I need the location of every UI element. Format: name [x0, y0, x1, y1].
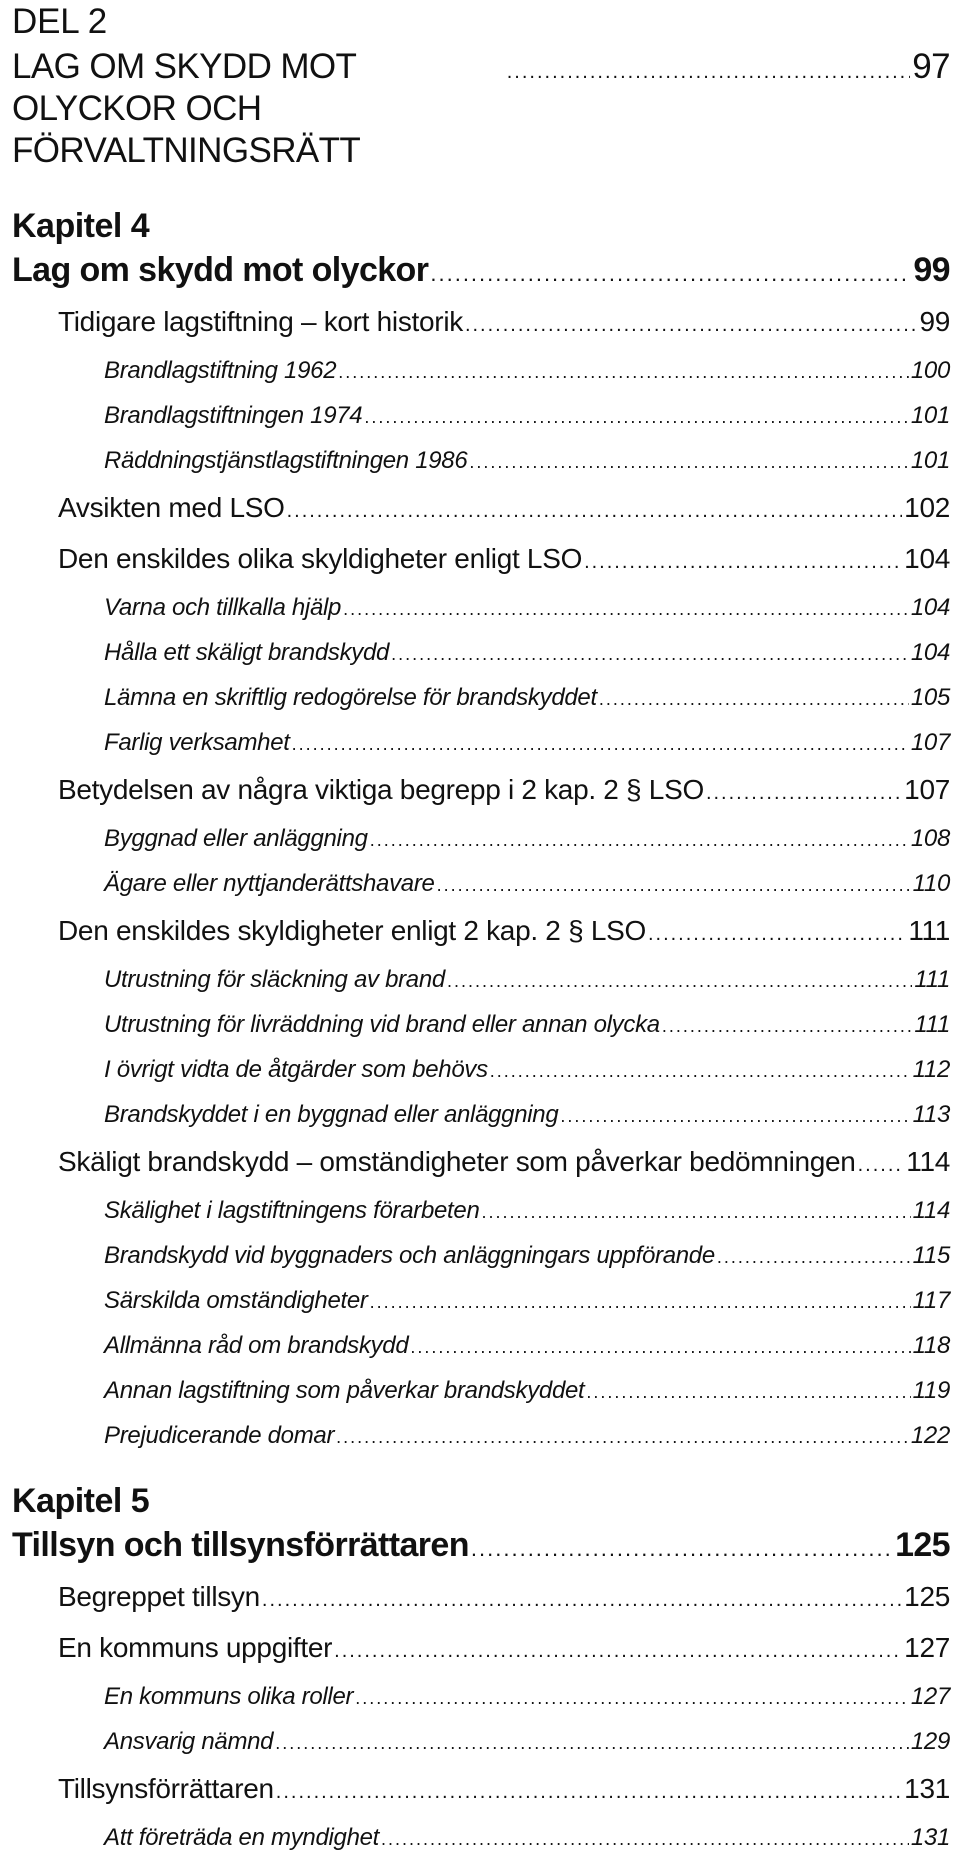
toc-entry-title: Utrustning för släckning av brand [104, 966, 445, 993]
toc-subsection-entry[interactable] [12, 1189, 950, 1234]
part-title: LAG OM SKYDD MOT OLYCKOR OCH FÖRVALTNINGSRÄTT [12, 47, 361, 170]
dot-leader [507, 51, 911, 93]
toc-entry-title: Brandskydd vid byggnaders och anläggningars uppförande [104, 1242, 715, 1269]
toc-page-number: 111 [908, 915, 950, 946]
toc-entry-title: Tidigare lagstiftning – kort historik [58, 306, 463, 337]
toc-entry-title: Särskilda omständigheter [104, 1287, 368, 1314]
toc-section-entry[interactable] [12, 535, 950, 586]
toc-entry-title: I övrigt vidta de åtgärder som behövs [104, 1056, 488, 1083]
toc-subsection-entry[interactable] [12, 1720, 950, 1765]
toc-entry-title: Lag om skydd mot olyckor [12, 251, 429, 289]
dot-leader [447, 959, 912, 1003]
toc-entry-title: Hålla ett skäligt brandskydd [104, 639, 390, 666]
toc-entry-title: Tillsyn och tillsynsförrättaren [12, 1526, 469, 1564]
toc-page-number: 115 [912, 1242, 950, 1269]
toc-entry-title: Tillsynsförrättaren [58, 1773, 274, 1804]
dot-leader [586, 1370, 910, 1414]
toc-subsection-entry[interactable] [12, 349, 950, 394]
part-page-number: 97 [912, 47, 950, 86]
dot-leader [355, 1676, 909, 1720]
toc-entry-title: Brandlagstiftningen 1974 [104, 402, 363, 429]
part-title-row [12, 46, 950, 172]
toc-entry-title: Skälighet i lagstiftningens förarbeten [104, 1197, 480, 1224]
toc-entry-title: Den enskildes olika skyldigheter enligt LSO [58, 543, 583, 574]
toc-page-number: 104 [910, 594, 950, 621]
toc-page-number: 114 [906, 1146, 950, 1177]
toc-subsection-entry[interactable] [12, 1048, 950, 1093]
toc-page-number: 125 [895, 1526, 950, 1564]
toc-entry-title: Allmänna råd om brandskydd [104, 1332, 409, 1359]
toc-entry-title: Lämna en skriftlig redogörelse för brandskyddet [104, 684, 597, 711]
toc-entry-title: Betydelsen av några viktiga begrepp i 2 kap. 2 § LSO [58, 774, 704, 805]
dot-leader [370, 818, 909, 862]
toc-subsection-entry[interactable] [12, 1816, 950, 1861]
toc-entry-title: Byggnad eller anläggning [104, 825, 368, 852]
toc-entry-title: Farlig verksamhet [104, 729, 290, 756]
toc-subsection-entry[interactable] [12, 1003, 950, 1048]
dot-leader [275, 1721, 909, 1765]
dot-leader [471, 1525, 893, 1573]
toc-page-number: 100 [910, 357, 950, 384]
toc-subsection-entry[interactable] [12, 394, 950, 439]
toc-page-number: 125 [904, 1581, 950, 1612]
toc-page-number: 117 [912, 1287, 950, 1314]
dot-leader [469, 440, 908, 484]
dot-leader [276, 1768, 902, 1816]
chapter-4-toc-list [12, 246, 950, 1459]
toc-entry-title: Att företräda en myndighet [104, 1824, 380, 1851]
dot-leader [584, 538, 902, 586]
toc-entry-title: Ansvarig nämnd [104, 1728, 274, 1755]
dot-leader [430, 250, 911, 298]
toc-entry-title: Utrustning för livräddning vid brand eller annan olycka [104, 1011, 660, 1038]
toc-subsection-entry[interactable] [12, 1234, 950, 1279]
dot-leader [391, 632, 909, 676]
toc-entry-title: Annan lagstiftning som påverkar brandskyddet [104, 1377, 585, 1404]
toc-entry-title: Ägare eller nyttjanderättshavare [104, 870, 435, 897]
toc-page-number: 127 [910, 1683, 950, 1710]
toc-subsection-entry[interactable] [12, 631, 950, 676]
chapter-label: Kapitel 5 [12, 1482, 150, 1520]
toc-page-number: 127 [904, 1632, 950, 1663]
toc-section-entry[interactable] [12, 907, 950, 958]
dot-leader [364, 395, 909, 439]
toc-entry-title: Begreppet tillsyn [58, 1581, 260, 1612]
toc-page-number: 111 [914, 1011, 950, 1038]
toc-subsection-entry[interactable] [12, 1093, 950, 1138]
dot-leader [381, 1817, 909, 1861]
toc-section-entry[interactable] [12, 766, 950, 817]
toc-page-number: 118 [912, 1332, 950, 1359]
dot-leader [334, 1627, 902, 1675]
toc-subsection-entry[interactable] [12, 1279, 950, 1324]
toc-subsection-entry[interactable] [12, 1324, 950, 1369]
toc-entry-title: Brandlagstiftning 1962 [104, 357, 337, 384]
toc-entry-title: Varna och tillkalla hjälp [104, 594, 342, 621]
toc-page-number: 131 [904, 1773, 950, 1804]
toc-subsection-entry[interactable] [12, 1675, 950, 1720]
dot-leader [599, 677, 909, 721]
toc-subsection-entry[interactable] [12, 958, 950, 1003]
dot-leader [662, 1004, 913, 1048]
dot-leader [262, 1576, 902, 1624]
toc-subsection-entry[interactable] [12, 439, 950, 484]
toc-page-number: 104 [904, 543, 950, 574]
dot-leader [437, 863, 911, 907]
toc-section-entry[interactable] [12, 1765, 950, 1816]
toc-page-number: 99 [913, 251, 950, 289]
toc-section-entry[interactable] [12, 1624, 950, 1675]
toc-subsection-entry[interactable] [12, 676, 950, 721]
dot-leader [370, 1280, 911, 1324]
toc-entry-title: Brandskyddet i en byggnad eller anläggning [104, 1101, 559, 1128]
toc-chapter-title[interactable] [12, 246, 950, 298]
toc-page-number: 114 [912, 1197, 950, 1224]
toc-entry-title: Den enskildes skyldigheter enligt 2 kap. 2 § LSO [58, 915, 646, 946]
chapter-label: Kapitel 4 [12, 207, 150, 245]
dot-leader [490, 1049, 911, 1093]
toc-page-number: 104 [910, 639, 950, 666]
toc-page-number: 101 [910, 447, 950, 474]
toc-page-number: 108 [910, 825, 950, 852]
toc-subsection-entry[interactable] [12, 1414, 950, 1459]
toc-page-number: 101 [910, 402, 950, 429]
dot-leader [410, 1325, 910, 1369]
toc-page-number: 110 [912, 870, 950, 897]
toc-entry-title: Avsikten med LSO [58, 492, 285, 523]
toc-subsection-entry[interactable] [12, 862, 950, 907]
toc-page-number: 112 [912, 1056, 950, 1083]
dot-leader [560, 1094, 910, 1138]
toc-page-number: 107 [904, 774, 950, 805]
toc-section-entry[interactable] [12, 298, 950, 349]
dot-leader [292, 722, 909, 766]
toc-page-number: 113 [912, 1101, 950, 1128]
toc-page-number: 105 [910, 684, 950, 711]
toc-subsection-entry[interactable] [12, 721, 950, 766]
dot-leader [336, 1415, 909, 1459]
dot-leader [706, 769, 902, 817]
toc-subsection-entry[interactable] [12, 1369, 950, 1414]
dot-leader [343, 587, 909, 631]
toc-entry-title: Skäligt brandskydd – omständigheter som påverkar bedömningen [58, 1146, 856, 1177]
toc-subsection-entry[interactable] [12, 586, 950, 631]
toc-section-entry[interactable] [12, 1138, 950, 1189]
toc-page-number: 111 [914, 966, 950, 993]
toc-entry-title: En kommuns uppgifter [58, 1632, 333, 1663]
toc-page-number: 129 [910, 1728, 950, 1755]
toc-section-entry[interactable] [12, 1573, 950, 1624]
chapter-5-toc-list [12, 1521, 950, 1861]
dot-leader [287, 487, 903, 535]
part-heading: DEL 2 [12, 2, 107, 41]
toc-page-number: 99 [919, 306, 950, 337]
toc-entry-title: En kommuns olika roller [104, 1683, 354, 1710]
dot-leader [717, 1235, 911, 1279]
toc-page-number: 102 [904, 492, 950, 523]
toc-page-number: 122 [910, 1422, 950, 1449]
dot-leader [465, 301, 918, 349]
toc-chapter-title[interactable] [12, 1521, 950, 1573]
dot-leader [858, 1141, 905, 1189]
toc-page-number: 107 [910, 729, 950, 756]
toc-entry-title: Prejudicerande domar [104, 1422, 335, 1449]
toc-page-number: 131 [910, 1824, 950, 1851]
toc-entry-title: Räddningstjänstlagstiftningen 1986 [104, 447, 468, 474]
dot-leader [648, 910, 906, 958]
toc-section-entry[interactable] [12, 484, 950, 535]
toc-page-number: 119 [912, 1377, 950, 1404]
dot-leader [482, 1190, 911, 1234]
dot-leader [338, 350, 909, 394]
toc-subsection-entry[interactable] [12, 817, 950, 862]
